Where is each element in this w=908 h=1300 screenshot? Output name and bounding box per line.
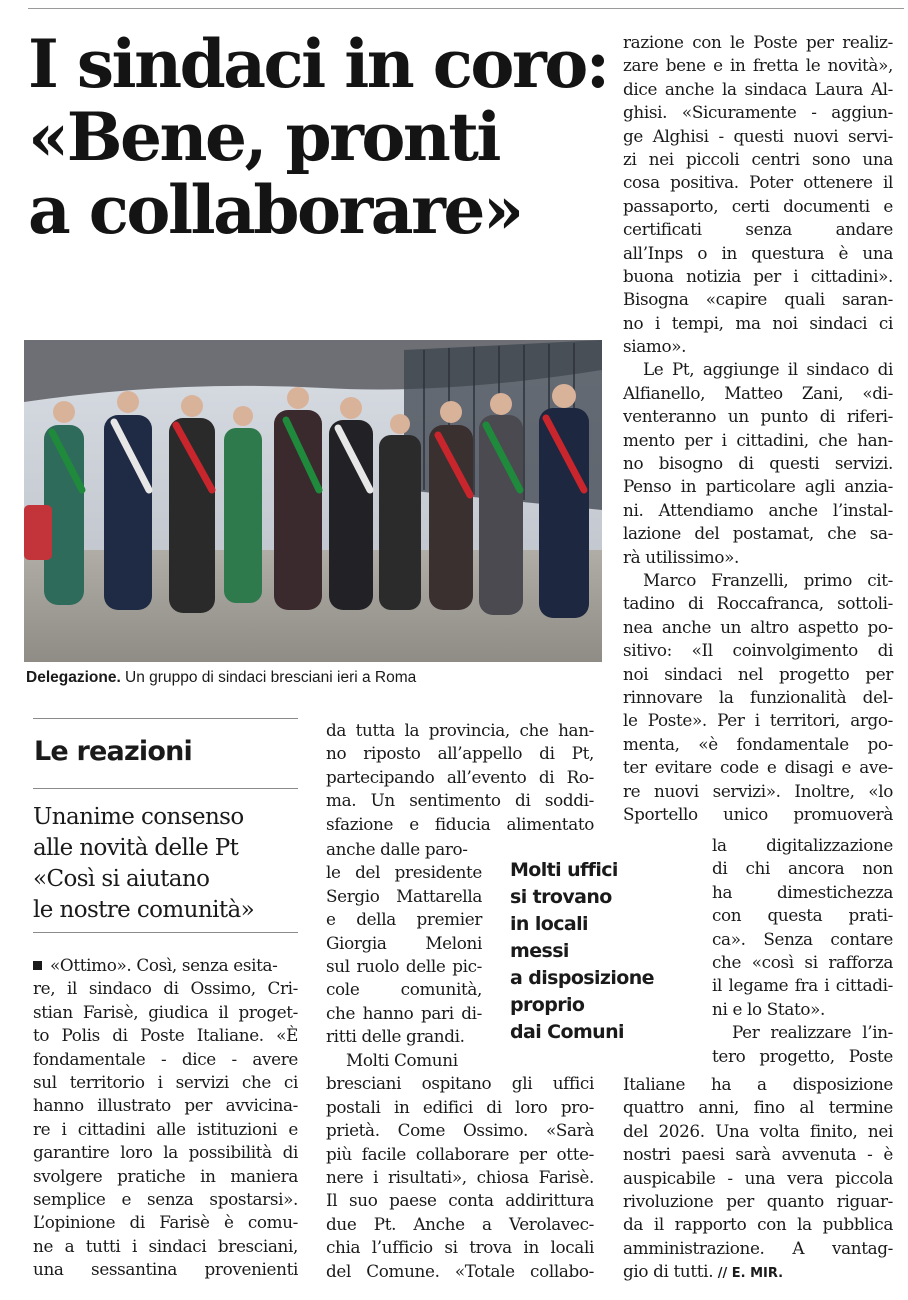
text-line: no i tempi, ma noi sindaci ci bbox=[623, 312, 893, 333]
text-line: Italiane ha a disposizione bbox=[623, 1074, 893, 1094]
pull-quote-line: dai Comuni bbox=[510, 1021, 624, 1043]
top-rule bbox=[28, 8, 904, 9]
text-line: la digitalizzazione bbox=[712, 835, 893, 855]
text-line: siamo». bbox=[623, 336, 687, 357]
article-column-3-bottom bbox=[623, 1073, 893, 1284]
text-line: nea anche un altro aspetto po- bbox=[623, 616, 893, 637]
text-fragment: «Ottimo». Così, senza esita- bbox=[50, 955, 278, 975]
article-column-2-top bbox=[326, 719, 594, 836]
sidebar-mid-rule bbox=[33, 788, 298, 789]
pull-quote-line: a disposizione bbox=[510, 967, 654, 989]
text-line: zare bene e in fretta le novità», bbox=[623, 55, 893, 76]
subhead-line-1: Unanime consenso bbox=[33, 804, 244, 830]
article-column-3-narrow bbox=[712, 834, 893, 1068]
text-line: no riposto all’appello di Pt, bbox=[326, 743, 594, 764]
text-line: del Comune. «Totale collabo- bbox=[326, 1260, 594, 1281]
text-line: Marco Franzelli, primo cit- bbox=[643, 569, 893, 590]
text-line: una sessantina provenienti bbox=[33, 1259, 298, 1280]
text-line: rà utilissimo». bbox=[623, 546, 739, 567]
group-photo bbox=[24, 340, 602, 662]
text-line: tadino di Roccafranca, sottoli- bbox=[623, 593, 893, 614]
text-line: quattro anni, fino al termine bbox=[623, 1097, 893, 1118]
text-line: postali in edifici di loro pro- bbox=[326, 1096, 594, 1117]
sidebar-top-rule bbox=[33, 718, 298, 719]
text-line: noi sindaci nel progetto per bbox=[623, 663, 893, 684]
text-line: sul territorio i servizi che ci bbox=[33, 1071, 298, 1092]
text-line: semplice e senza spostarsi». bbox=[33, 1188, 298, 1209]
section-label: Le reazioni bbox=[34, 736, 192, 767]
text-line: Le Pt, aggiunge il sindaco di bbox=[643, 359, 893, 380]
text-line: il legame fra i cittadi- bbox=[712, 975, 893, 996]
text-line: nere i risultati», chiosa Farisè. bbox=[326, 1166, 594, 1187]
article-column-2-narrow bbox=[326, 838, 482, 1049]
text-line: to Polis di Poste Italiane. «È bbox=[33, 1025, 298, 1046]
text-line: che hanno pari di- bbox=[326, 1002, 482, 1023]
text-line: hanno illustrato per avvicina- bbox=[33, 1095, 298, 1116]
text-line: da il rapporto con la pubblica bbox=[623, 1214, 893, 1235]
text-line: bresciani ospitano gli uffici bbox=[326, 1073, 594, 1094]
text-line: razione con le Poste per realiz- bbox=[623, 32, 893, 52]
text-line: anche dalle paro- bbox=[326, 839, 468, 859]
sidebar-bottom-rule bbox=[33, 932, 298, 933]
pull-quote bbox=[510, 857, 675, 1046]
text-line: Giorgia Meloni bbox=[326, 932, 482, 953]
text-line: Per realizzare l’in- bbox=[732, 1022, 893, 1043]
headline bbox=[28, 25, 608, 249]
text-line: garantire loro la possibilità di bbox=[33, 1142, 298, 1163]
text-line: ritti delle grandi. bbox=[326, 1026, 465, 1047]
text-line: sfazione e fiducia alimentato bbox=[326, 813, 594, 834]
text-line: rivoluzione per quanto riguar- bbox=[623, 1190, 893, 1211]
text-line: ne a tutti i sindaci bresciani, bbox=[33, 1235, 298, 1256]
text-line: chia l’ufficio si trova in locali bbox=[326, 1237, 594, 1258]
text-line: più facile collaborare per otte- bbox=[326, 1143, 594, 1164]
text-line: di chi ancora non bbox=[712, 858, 893, 879]
article-column-1 bbox=[33, 954, 298, 1281]
text-line: stian Farisè, giudica il proget- bbox=[33, 1001, 298, 1022]
text-line: con questa prati- bbox=[712, 905, 893, 926]
text-line: Molti Comuni bbox=[346, 1050, 458, 1070]
text-line: ma. Un sentimento di soddi- bbox=[326, 790, 594, 811]
text-line: L’opinione di Farisè è comu- bbox=[33, 1212, 298, 1233]
caption-text: Un gruppo di sindaci bresciani ieri a Roma bbox=[120, 669, 417, 686]
pull-quote-line: proprio bbox=[510, 994, 585, 1016]
text-fragment: gio di tutti. bbox=[623, 1261, 714, 1282]
text-line bbox=[623, 1260, 893, 1283]
text-line: sul ruolo delle pic- bbox=[326, 955, 482, 976]
article-column-3-top bbox=[623, 31, 893, 826]
text-line: del 2026. Una volta finito, nei bbox=[623, 1120, 893, 1141]
text-line: prietà. Come Ossimo. «Sarà bbox=[326, 1120, 594, 1141]
text-line: partecipando all’evento di Ro- bbox=[326, 766, 594, 787]
text-line: buona notizia per i cittadini». bbox=[623, 265, 893, 286]
article-column-2-bottom bbox=[326, 1049, 594, 1283]
text-line: certificati senza andare bbox=[623, 219, 893, 240]
text-line: ca». Senza contare bbox=[712, 928, 893, 949]
text-line: Penso in particolare agli anzia- bbox=[623, 476, 893, 497]
text-line: menta, «è fondamentale po- bbox=[623, 733, 893, 754]
text-line: ter evitare code e disagi e ave- bbox=[623, 757, 893, 778]
text-line: che «così si rafforza bbox=[712, 951, 893, 972]
text-line: dice anche la sindaca Laura Al- bbox=[623, 78, 893, 99]
pull-quote-line: Molti uffici bbox=[510, 859, 618, 881]
text-line: Il suo paese conta addirittura bbox=[326, 1190, 594, 1211]
text-line: Alfianello, Matteo Zani, «di- bbox=[623, 382, 893, 403]
headline-line-1: I sindaci in coro: bbox=[28, 25, 608, 103]
text-line: re, il sindaco di Ossimo, Cri- bbox=[33, 978, 298, 999]
text-line: auspicabile - una vera piccola bbox=[623, 1167, 893, 1188]
headline-line-2: «Bene, pronti bbox=[28, 98, 499, 176]
text-line: zi nei piccoli centri sono una bbox=[623, 148, 893, 169]
text-line bbox=[33, 954, 298, 977]
text-line: ni. Attendiamo anche l’instal- bbox=[623, 499, 893, 520]
text-line: Bisogna «capire quali saran- bbox=[623, 289, 893, 310]
pull-quote-line: in locali bbox=[510, 913, 588, 935]
text-line: mento per i cittadini, che han- bbox=[623, 429, 893, 450]
text-line: le del presidente bbox=[326, 862, 482, 883]
text-line: Sergio Mattarella bbox=[326, 885, 482, 906]
text-line: fondamentale - dice - avere bbox=[33, 1048, 298, 1069]
text-line: all’Inps o in questura è una bbox=[623, 242, 893, 263]
text-line: passaporto, certi documenti e bbox=[623, 195, 893, 216]
subhead bbox=[33, 802, 303, 926]
text-line: svolgere pratiche in maniera bbox=[33, 1165, 298, 1186]
text-line: ghisi. «Sicuramente - aggiun- bbox=[623, 102, 893, 123]
subhead-line-3: «Così si aiutano bbox=[33, 866, 210, 892]
text-line: Sportello unico promuoverà bbox=[623, 803, 893, 824]
text-line: nostri paesi sarà avvenuta - è bbox=[623, 1144, 893, 1165]
text-line: e della premier bbox=[326, 909, 482, 930]
text-line: cosa positiva. Poter ottenere il bbox=[623, 172, 893, 193]
text-line: amministrazione. A vantag- bbox=[623, 1237, 893, 1258]
text-line: no bisogno di questi servizi. bbox=[623, 453, 893, 474]
text-line: sitivo: «Il coinvolgimento di bbox=[623, 640, 893, 661]
caption-label: Delegazione. bbox=[26, 669, 121, 686]
author-signature: // E. MIR. bbox=[713, 1266, 784, 1282]
text-line: da tutta la provincia, che han- bbox=[326, 720, 594, 740]
text-line: rinnovare la funzionalità del- bbox=[623, 686, 893, 707]
subhead-line-2: alle novità delle Pt bbox=[33, 835, 239, 861]
text-line: re i cittadini alle istituzioni e bbox=[33, 1118, 298, 1139]
pull-quote-line: si trovano bbox=[510, 886, 612, 908]
pull-quote-line: messi bbox=[510, 940, 569, 962]
text-line: le Poste». Per i territori, argo- bbox=[623, 710, 893, 731]
text-line: ni e lo Stato». bbox=[712, 998, 826, 1019]
text-line: cole comunità, bbox=[326, 979, 482, 1000]
text-line: ha dimestichezza bbox=[712, 881, 893, 902]
photo-caption bbox=[26, 669, 606, 687]
subhead-line-4: le nostre comunità» bbox=[33, 897, 255, 923]
text-line: venteranno un punto di riferi- bbox=[623, 406, 893, 427]
text-line: lazione del postamat, che sa- bbox=[623, 523, 893, 544]
text-line: ge Alghisi - questi nuovi servi- bbox=[623, 125, 893, 146]
text-line: re nuovi servizi». Inoltre, «lo bbox=[623, 780, 893, 801]
headline-line-3: a collaborare» bbox=[28, 171, 522, 249]
bullet-square-icon bbox=[33, 961, 42, 970]
text-line: due Pt. Anche a Verolavec- bbox=[326, 1213, 594, 1234]
text-line: tero progetto, Poste bbox=[712, 1045, 893, 1066]
